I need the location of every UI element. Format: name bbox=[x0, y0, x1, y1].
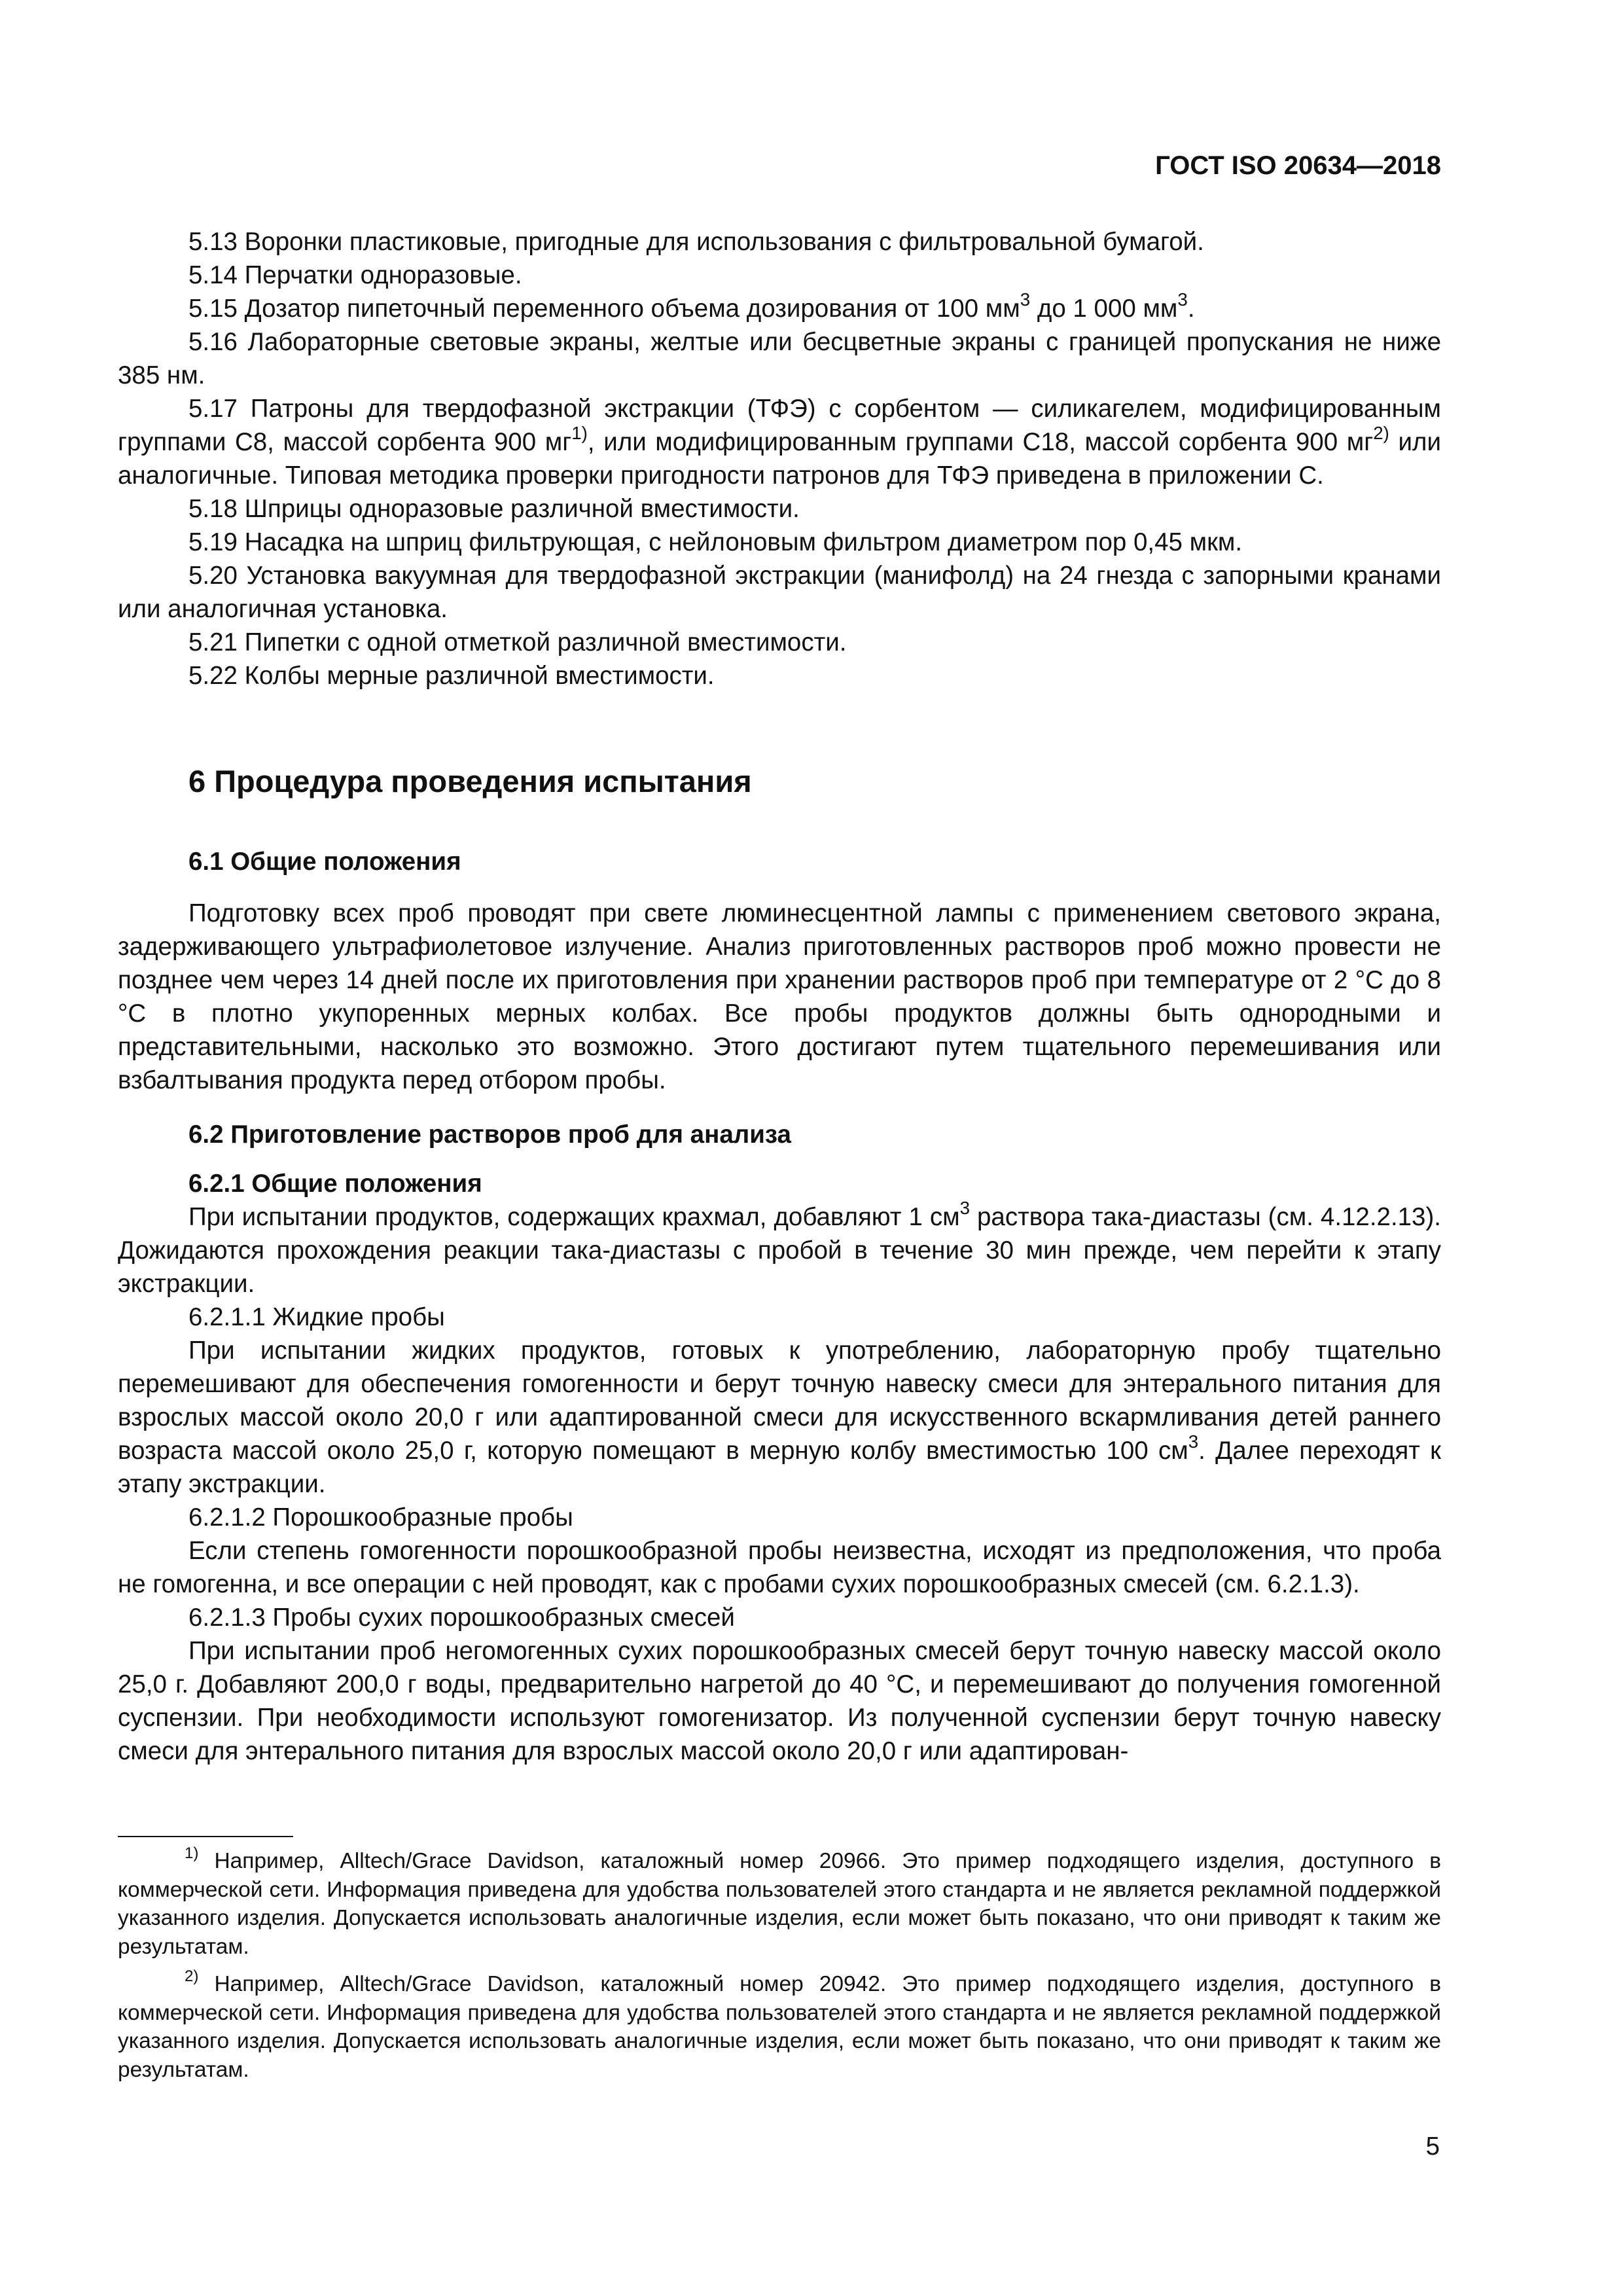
item-5-18: 5.18 Шприцы одноразовые различной вместимости. bbox=[188, 495, 800, 523]
section-6-2-heading: 6.2 Приготовление растворов проб для анализа bbox=[188, 1121, 791, 1149]
footnote-ref-2: 2) bbox=[1373, 422, 1389, 443]
paragraph-6-2-1: При испытании продуктов, содержащих крахмал, добавляют 1 $см^3$ раствора така-диастазы (см. 4.12.2.13). Дожидаются прохождения реакции така-диастазы с пробой в течение 30 мин прежде, чем перейти к этапу экстракции. bbox=[118, 1197, 1441, 1298]
subsection-6-2-1-3-title: 6.2.1.3 Пробы сухих порошкообразных смесей bbox=[188, 1604, 735, 1632]
item-5-16: 5.16 Лабораторные световые экраны, желтые или бесцветные экраны с границей пропускания не ниже 385 нм. bbox=[118, 328, 1441, 389]
section-6-1-heading: 6.1 Общие положения bbox=[188, 848, 461, 876]
section-6-2-1-body bbox=[118, 1197, 1441, 1768]
item-5-14: 5.14 Перчатки одноразовые. bbox=[188, 261, 522, 289]
footnote-2: $^{2)}$ Например, Alltech/Grace Davidson, каталожный номер 20942. Это пример подходящего изделия, доступного в коммерческой сети. Информация приведена для удобства пользователей этого стандарта и не является рекламной поддержкой указанного изделия. Допускается использовать аналогичные изделия, если может быть показано, что они приводят к таким же результатам. bbox=[118, 1967, 1441, 2082]
paragraph-6-2-1-2: Если степень гомогенности порошкообразной пробы неизвестна, исходят из предположения, что проба не гомогенна, и все операции с ней проводят, как с пробами сухих порошкообразных смесей (см. 6.2.1.3). bbox=[118, 1537, 1441, 1598]
section-6-2-1-heading: 6.2.1 Общие положения bbox=[188, 1170, 482, 1198]
item-5-15: 5.15 Дозатор пипеточный переменного объема дозирования от 100 $мм^3$ до 1 000 $мм^3$. bbox=[188, 289, 1195, 323]
item-5-20: 5.20 Установка вакуумная для твердофазной экстракции (манифолд) на 24 гнезда с запорными кранами или аналогичная установка. bbox=[118, 562, 1441, 623]
item-5-22: 5.22 Колбы мерные различной вместимости. bbox=[188, 662, 715, 690]
footnote-1: $^{1)}$ Например, Alltech/Grace Davidson, каталожный номер 20966. Это пример подходящего изделия, доступного в коммерческой сети. Информация приведена для удобства пользователей этого стандарта и не является рекламной поддержкой указанного изделия. Допускается использовать аналогичные изделия, если может быть показано, что они приводят к таким же результатам. bbox=[118, 1844, 1441, 1959]
section-6-heading: 6 Процедура проведения испытания bbox=[188, 764, 752, 798]
section-6-1-body bbox=[118, 897, 1441, 1097]
paragraph-6-1: Подготовку всех проб проводят при свете люминесцентной лампы с применением светового экрана, задерживающего ультрафиолетовое излучение. Анализ приготовленных растворов проб можно провести не позднее чем через 14 дней после их приготовления при хранении растворов проб при температуре от 2 °С до 8 °С в плотно укупоренных мерных колбах. Все пробы продуктов должны быть однородными и представительными, насколько это возможно. Этого достигают путем тщательного перемешивания или взбалтывания продукта перед отбором пробы. bbox=[118, 899, 1441, 1094]
footnote-separator bbox=[118, 1836, 293, 1837]
item-5-19: 5.19 Насадка на шприц фильтрующая, с нейлоновым фильтром диаметром пор 0,45 мкм. bbox=[188, 528, 1243, 556]
subsection-6-2-1-1-title: 6.2.1.1 Жидкие пробы bbox=[188, 1303, 445, 1331]
subsection-6-2-1-2-title: 6.2.1.2 Порошкообразные пробы bbox=[188, 1503, 573, 1532]
paragraph-6-2-1-1: При испытании жидких продуктов, готовых к употреблению, лабораторную пробу тщательно перемешивают для обеспечения гомогенности и берут точную навеску смеси для энтерального питания для взрослых массой около 20,0 г или адаптированной смеси для искусственного вскармливания детей раннего возраста массой около 25,0 г, которую помещают в мерную колбу вместимостью 100 $см^3$. Далее переходят к этапу экстракции. bbox=[118, 1336, 1441, 1498]
footnote-mark-2: 2) bbox=[185, 1967, 199, 1986]
footnote-mark-1: 1) bbox=[185, 1844, 199, 1863]
item-5-21: 5.21 Пипетки с одной отметкой различной вместимости. bbox=[188, 628, 847, 656]
item-5-13: 5.13 Воронки пластиковые, пригодные для использования с фильтровальной бумагой. bbox=[188, 228, 1204, 256]
paragraph-6-2-1-3: При испытании проб негомогенных сухих порошкообразных смесей берут точную навеску массой около 25,0 г. Добавляют 200,0 г воды, предварительно нагретой до 40 °С, и перемешивают до получения гомогенной суспензии. При необходимости используют гомогенизатор. Из полученной суспензии берут точную навеску смеси для энтерального питания для взрослых массой около 20,0 г или адаптирован- bbox=[118, 1637, 1441, 1765]
section-5-list bbox=[118, 225, 1441, 692]
document-code-header: ГОСТ ISO 20634—2018 bbox=[1155, 151, 1441, 180]
item-5-17: 5.17 Патроны для твердофазной экстракции (ТФЭ) с сорбентом — силикагелем, модифицированным группами С8, массой сорбента 900 $мг^{1)}$, или модифицированным группами С18, массой сорбента 900 $мг^{2)}$ или аналогичные. Типовая методика проверки пригодности патронов для ТФЭ приведена в приложении С. bbox=[118, 395, 1441, 490]
page-number: 5 bbox=[1425, 2132, 1440, 2161]
footnote-ref-1: 1) bbox=[571, 422, 588, 443]
footnotes bbox=[118, 1844, 1441, 2084]
